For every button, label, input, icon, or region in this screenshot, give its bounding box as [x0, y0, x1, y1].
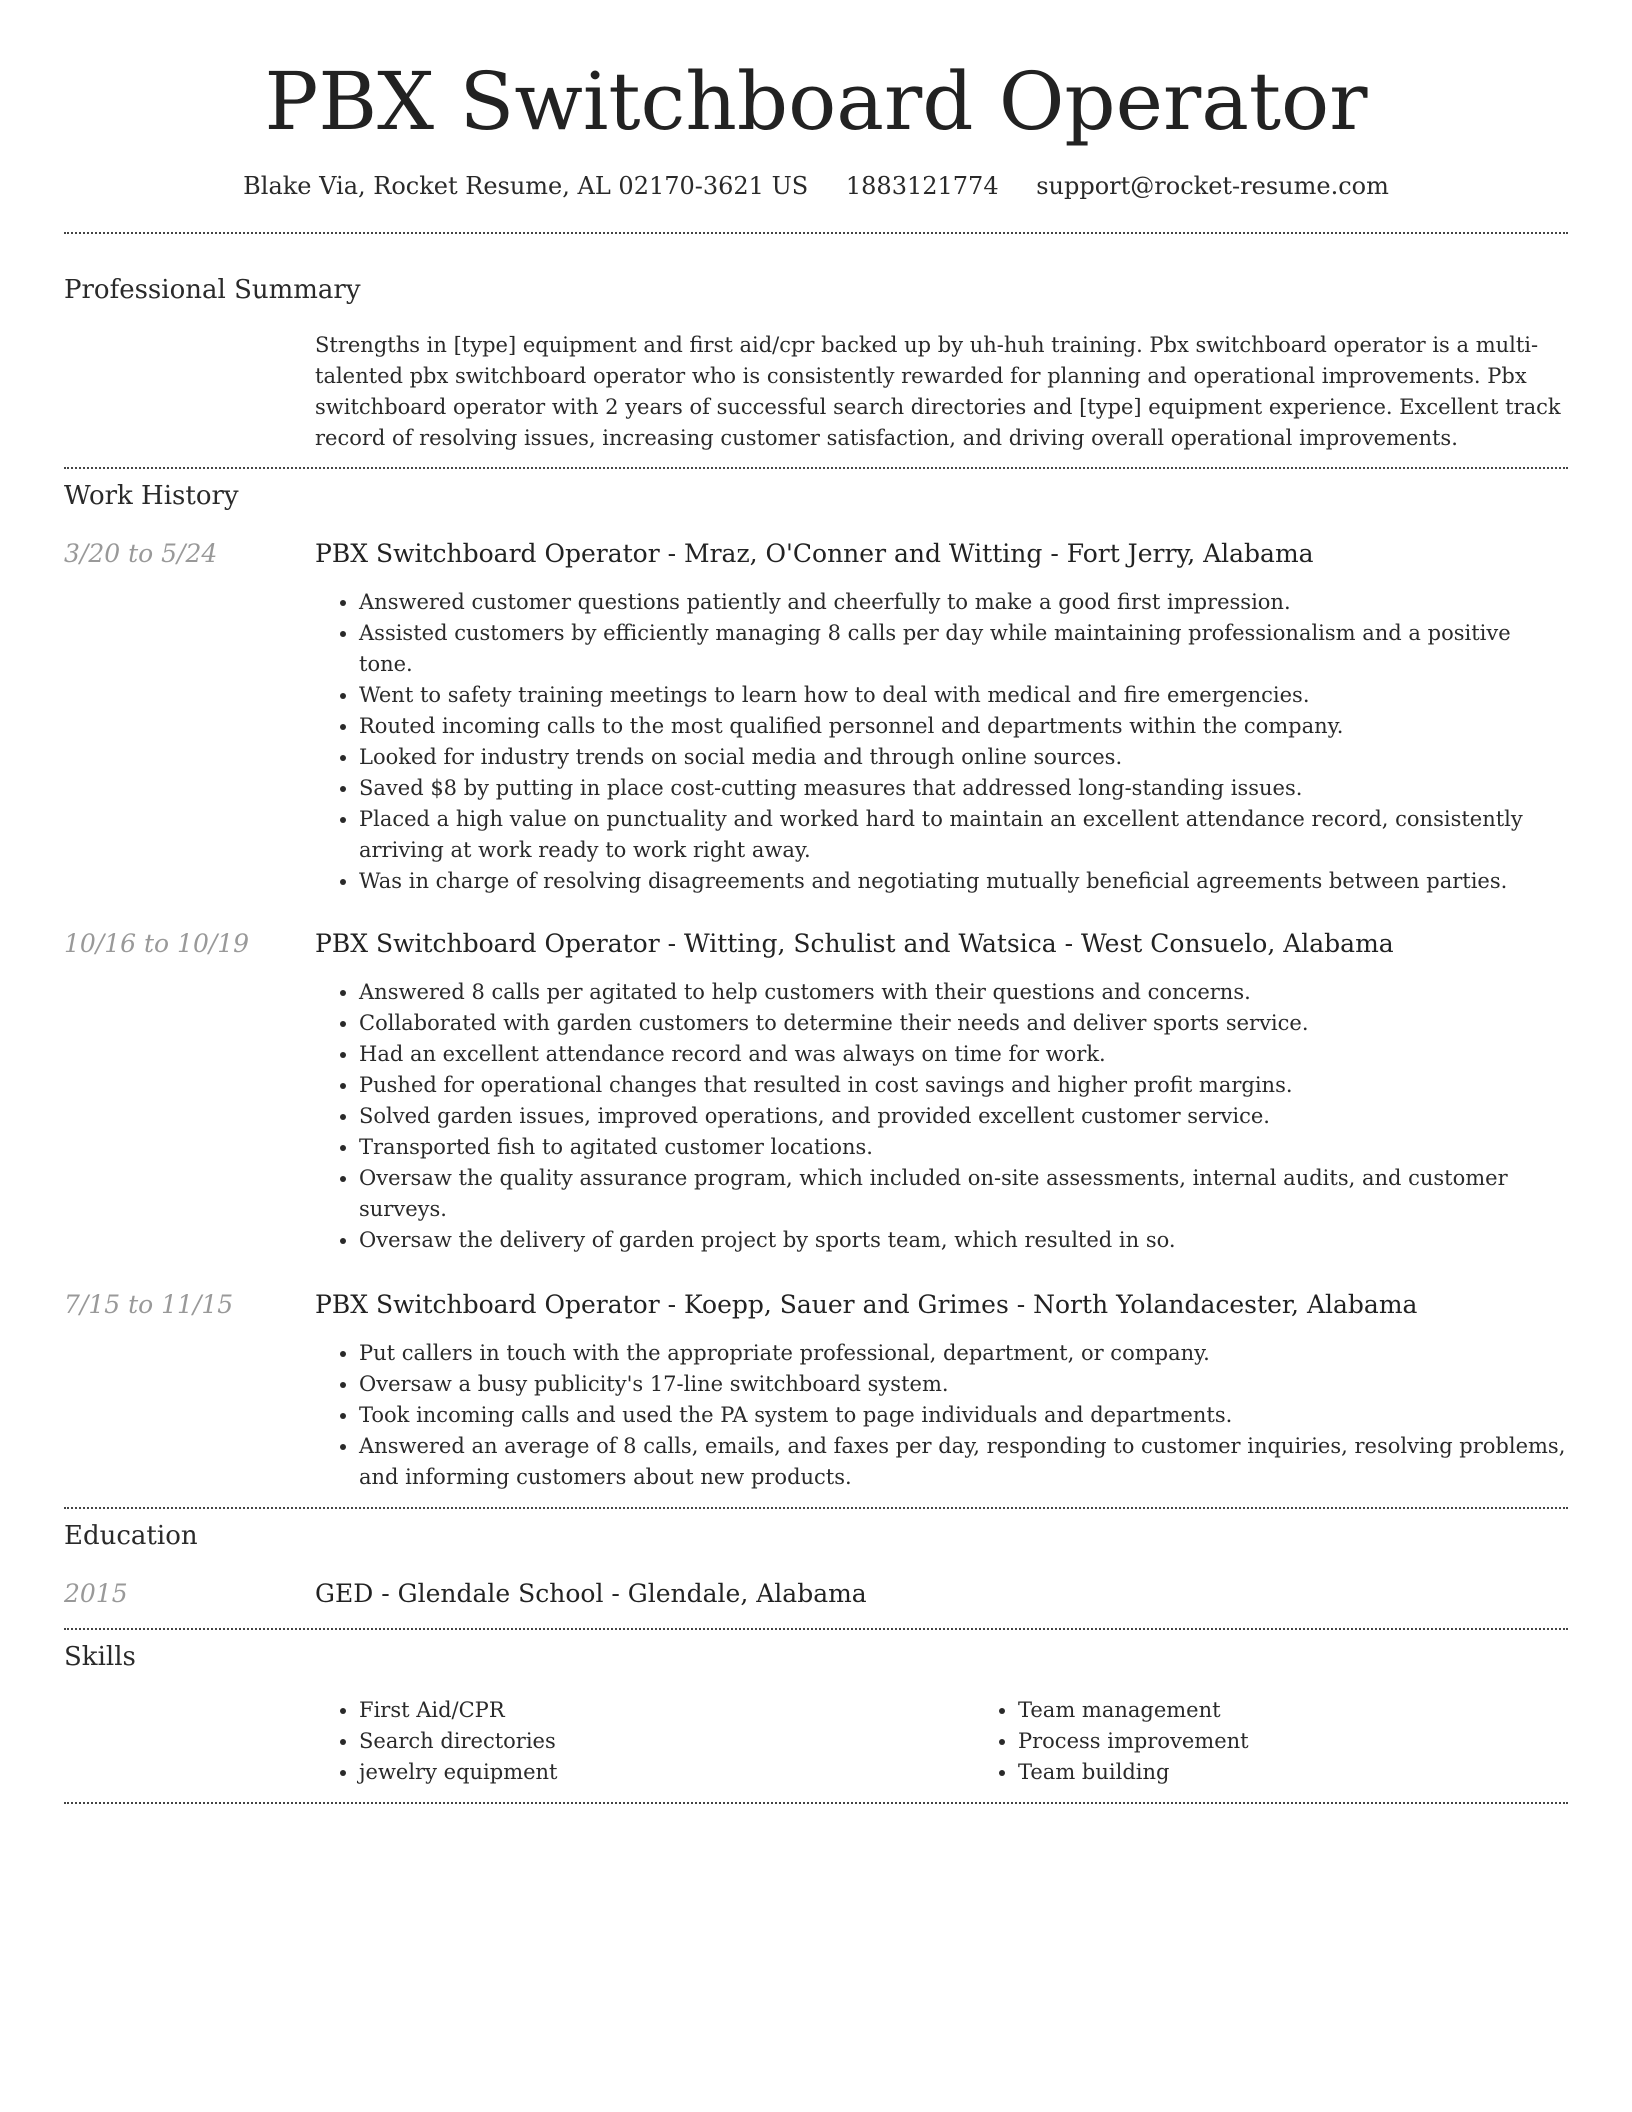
skills-heading: Skills: [64, 1642, 136, 1672]
skill-item: • jewelry equipment: [359, 1757, 974, 1788]
job-dates: 7/15 to 11/15: [64, 1290, 234, 1319]
list-item: • Took incoming calls and used the PA system to page individuals and departments.: [359, 1400, 1568, 1431]
job-entry: [64, 538, 1568, 897]
list-item: • Oversaw a busy publicity's 17-line switchboard system.: [359, 1369, 1568, 1400]
job-dates: 3/20 to 5/24: [64, 539, 218, 568]
list-item: • Saved $8 by putting in place cost-cutting measures that addressed long-standing issues.: [359, 773, 1568, 804]
list-item: • Placed a high value on punctuality and worked hard to maintain an excellent attendance record, consistently arriving at work ready to work right away.: [359, 804, 1568, 866]
job-heading: PBX Switchboard Operator - Mraz, O'Conner and Witting - Fort Jerry, Alabama: [315, 539, 1314, 568]
summary-section: [64, 234, 1568, 454]
list-item: • Answered customer questions patiently and cheerfully to make a good first impression.: [359, 587, 1568, 618]
list-item: • Oversaw the delivery of garden project by sports team, which resulted in so.: [359, 1225, 1568, 1256]
list-item: • Transported fish to agitated customer locations.: [359, 1132, 1568, 1163]
list-item: • Pushed for operational changes that resulted in cost savings and higher profit margins.: [359, 1070, 1568, 1101]
skills-list-right: [974, 1695, 1568, 1788]
list-item: • Routed incoming calls to the most qualified personnel and departments within the company.: [359, 711, 1568, 742]
skill-item: • Team building: [1018, 1757, 1568, 1788]
skills-list-left: [315, 1695, 974, 1788]
divider: [64, 1802, 1568, 1804]
list-item: • Had an excellent attendance record and was always on time for work.: [359, 1039, 1568, 1070]
list-item: • Oversaw the quality assurance program, which included on-site assessments, internal audits, and customer surveys.: [359, 1163, 1568, 1225]
job-heading: PBX Switchboard Operator - Koepp, Sauer and Grimes - North Yolandacester, Alabama: [315, 1290, 1418, 1319]
skill-item: • First Aid/CPR: [359, 1695, 974, 1726]
resume-title: PBX Switchboard Operator: [264, 55, 1368, 148]
work-history-section: [64, 469, 1568, 1493]
job-bullet-list: [315, 1338, 1568, 1493]
skills-section: [64, 1630, 1568, 1788]
contact-line: [64, 170, 1568, 202]
list-item: • Collaborated with garden customers to determine their needs and deliver sports service.: [359, 1008, 1568, 1039]
education-section: [64, 1509, 1568, 1610]
education-year: 2015: [64, 1579, 128, 1608]
education-entry: GED - Glendale School - Glendale, Alabama: [315, 1579, 867, 1608]
list-item: • Answered an average of 8 calls, emails, and faxes per day, responding to customer inquiries, resolving problems, and informing customers about new products.: [359, 1431, 1568, 1493]
list-item: • Answered 8 calls per agitated to help customers with their questions and concerns.: [359, 977, 1568, 1008]
job-entry: [64, 1289, 1568, 1493]
list-item: • Looked for industry trends on social media and through online sources.: [359, 742, 1568, 773]
contact-email: support@rocket-resume.com: [1036, 172, 1389, 200]
skill-item: • Team management: [1018, 1695, 1568, 1726]
job-heading: PBX Switchboard Operator - Witting, Schulist and Watsica - West Consuelo, Alabama: [315, 929, 1394, 958]
job-bullet-list: [315, 977, 1568, 1256]
contact-address: Blake Via, Rocket Resume, AL 02170-3621 US: [243, 172, 809, 200]
skill-item: • Search directories: [359, 1726, 974, 1757]
job-dates: 10/16 to 10/19: [64, 929, 250, 958]
skill-item: • Process improvement: [1018, 1726, 1568, 1757]
summary-heading: Professional Summary: [64, 275, 361, 305]
list-item: • Put callers in touch with the appropriate professional, department, or company.: [359, 1338, 1568, 1369]
work-history-heading: Work History: [64, 481, 239, 511]
job-entry: [64, 928, 1568, 1256]
list-item: • Solved garden issues, improved operations, and provided excellent customer service.: [359, 1101, 1568, 1132]
list-item: • Assisted customers by efficiently managing 8 calls per day while maintaining professionalism and a positive tone.: [359, 618, 1568, 680]
list-item: • Was in charge of resolving disagreements and negotiating mutually beneficial agreements between parties.: [359, 866, 1568, 897]
summary-text: Strengths in [type] equipment and first aid/cpr backed up by uh-huh training. Pbx switchboard operator is a multi-talented pbx switchboard operator who is consistently rewarded for planning and operational improvements. Pbx switchboard operator with 2 years of successful search directories and [type] equipment experience. Excellent track record of resolving issues, increasing customer satisfaction, and driving overall operational improvements.: [315, 333, 1561, 450]
education-heading: Education: [64, 1521, 198, 1551]
list-item: • Went to safety training meetings to learn how to deal with medical and fire emergencies.: [359, 680, 1568, 711]
job-bullet-list: [315, 587, 1568, 897]
contact-phone: 1883121774: [845, 172, 999, 200]
